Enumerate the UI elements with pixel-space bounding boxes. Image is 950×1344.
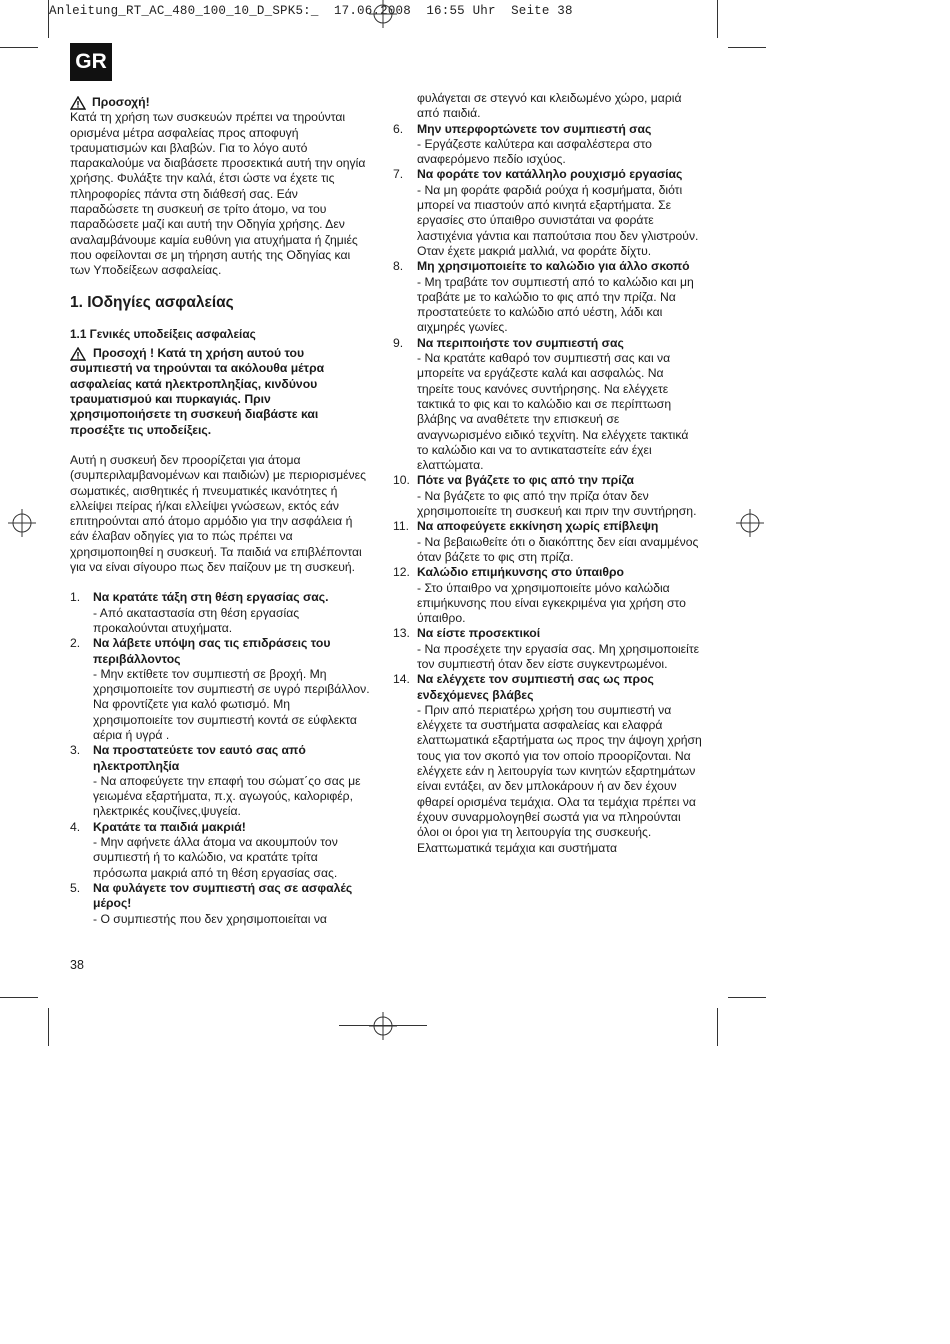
list-item	[393, 626, 703, 672]
intro-warning	[70, 95, 370, 110]
item-title: Να ελέγχετε τον συμπιεστή σας ως προς ενδεχόμενες βλάβες	[417, 672, 654, 702]
safety-warning	[70, 346, 370, 438]
item-text: - Να μη φοράτε φαρδιά ρούχα ή κοσμήματα, διότι μπορεί να πιαστούν από κινητά εξαρτήματα. Σε εργασίες στο ύπαιθρο συνιστάται να φοράτε λαστιχένια γάντια και παπούτσια που δεν γλιστρούν. Οταν έχετε μακριά μαλλιά, να φοράτε δίχτυ.	[417, 182, 699, 258]
item-title: Να περιποιήστε τον συμπιεστή σας	[417, 335, 624, 350]
item-text: - Να βγάζετε το φις από την πρίζα όταν δεν χρησιμοποιείτε τη συσκευή και πριν την συντήρηση.	[417, 488, 697, 519]
list-item	[70, 820, 370, 881]
crop-mark	[48, 1008, 49, 1046]
list-item	[393, 519, 703, 565]
item-title: Να είστε προσεκτικοί	[417, 626, 541, 641]
item-number: 9.	[393, 335, 404, 350]
item-title: Κρατάτε τα παιδιά μακριά!	[93, 819, 246, 834]
item-text: - Πριν από περιατέρω χρήση του συμπιεστή να ελέγχετε τα συστήματα ασφαλείας και ελαφρά ελαττωματικά εξαρτήματα ως προς την άψογη χρήση τους για τον σκοπό για τον οποίο προορίζονται. Να ελέγχετε εάν η λειτουργία των κινητών εξαρτημάτων είναι εντάξει, αν δεν μπλοκάρουν ή αν δεν έχουν φθαρεί ορισμένα τεμάχια. Ολα τα τεμάχια πρέπει να έχουν συναρμολογηθεί σωστά για να πληρούνται όλοι οι όροι για τη λειτουργία της συσκευής. Ελαττωματικά τεμάχια και συστήματα	[417, 702, 702, 855]
safety-warning-text: Προσοχή ! Κατά τη χρήση αυτού του συμπιεστή να τηρούνται τα ακόλουθα μέτρα ασφαλείας κατά ηλεκτροπληξίας, κινδύνου τραυματισμού και πυρκαγιάς. Πριν χρησιμοποιήσετε τη συσκευή διαβάστε και προσέξτε τις υποδείξεις.	[70, 346, 325, 437]
intro-warning-title: Προσοχή!	[92, 95, 150, 109]
list-item	[393, 565, 703, 626]
list-item	[70, 743, 370, 819]
item-number: 1.	[70, 590, 81, 605]
intro-text: Κατά τη χρήση των συσκευών πρέπει να τηρούνται ορισμένα μέτρα ασφαλείας προς αποφυγή τραυματισμών και βλαβών. Για το λόγο αυτό παρακαλούμε να διαβάσετε προσεκτικά αυτή την οηγία χρήσης. Φυλάξτε την καλά, έτσι ώστε να έχετε τις πληροφορίες πάντα στη διάθεσή σας. Εάν παραδώσετε τη συσκευή σε τρίτο άτομο, να του παραδώσετε μαζί και αυτή την Οδηγία χρήσης. Δεν αναλαμβάνουμε καμία ευθύνη για ατυχήματα ή ζημιές που οφείλονται σε μη τήρηση αυτής της Οδηγίας και των Υποδείξεων ασφαλείας.	[70, 110, 366, 278]
continuation-text: φυλάγεται σε στεγνό και κλειδωμένο χώρο, μαριά από παιδιά.	[417, 91, 682, 121]
list-item	[70, 881, 370, 927]
section-subheading: 1.1 Γενικές υποδείξεις ασφαλείας	[70, 326, 256, 341]
left-column	[70, 95, 370, 927]
item-text: - Να προσέχετε την εργασία σας. Μη χρησιμοποιείτε τον συμπιεστή όταν δεν είστε συγκεντρωμένοι.	[417, 641, 700, 671]
item-text: - Να βεβαιωθείτε ότι ο διακόπτης δεν είαι αναμμένος όταν βάζετε το φις στη πρίζα.	[417, 534, 699, 564]
list-item	[70, 636, 370, 743]
right-column	[393, 91, 703, 856]
item-number: 11.	[393, 519, 410, 534]
item-number: 12.	[393, 565, 410, 580]
item-text: - Στο ύπαιθρο να χρησιμοποιείτε μόνο καλώδια επιμήκυνσης που είναι εγκεκριμένα για χρήση στο ύπαιθρο.	[417, 580, 686, 626]
item-title: Καλώδιο επιμήκυνσης στο ύπαιθρο	[417, 565, 624, 580]
item-number: 5.	[70, 880, 81, 895]
registration-mark-icon	[736, 509, 764, 537]
registration-mark-icon	[369, 0, 397, 28]
crop-mark	[0, 997, 38, 998]
print-header: Anleitung_RT_AC_480_100_10_D_SPK5:_ 17.06.2008 16:55 Uhr Seite 38	[49, 4, 573, 18]
page-number: 38	[70, 958, 84, 972]
item-text: - Μην αφήνετε άλλα άτομα να ακουμπούν τον συμπιεστή ή το καλώδιο, να κρατάτε τρίτα πρόσωπα μακριά από τη θέση εργασίας σας.	[93, 835, 338, 880]
item-title: Να φοράτε τον κατάλληλο ρουχισμό εργασίας	[417, 167, 683, 182]
list-item	[393, 167, 703, 259]
item-title: Να αποφεύγετε εκκίνηση χωρίς επίβλεψη	[417, 519, 659, 534]
item-title: Να λάβετε υπόψη σας τις επιδράσεις του περιβάλλοντος	[93, 636, 331, 666]
item-number: 3.	[70, 743, 81, 758]
item-number: 6.	[393, 121, 404, 136]
item-number: 10.	[393, 473, 410, 488]
list-item	[393, 672, 703, 856]
list-item	[393, 473, 703, 519]
registration-mark-icon	[369, 1012, 397, 1040]
item-text: - Να αποφεύγετε την επαφή του σώματ΄ςο σας με γειωμένα εξαρτήματα, π.χ. αγωγούς, καλοριφέρ, ηλεκτρικές κουζίνες,ψυγεία.	[93, 773, 361, 819]
crop-mark	[717, 0, 718, 38]
item-text: - Μη τραβάτε τον συμπιεστή από το καλώδιο και μη τραβάτε με το καλώδιο το φις από την πρίζα. Να προστατεύετε το καλώδιο από υέστη, λάδι και αιχμηρές γωνίες.	[417, 274, 694, 335]
list-item	[393, 259, 703, 335]
crop-mark	[728, 47, 766, 48]
item-title: Μην υπερφορτώνετε τον συμπιεστή σας	[417, 121, 652, 136]
item-number: 2.	[70, 636, 81, 651]
registration-mark-icon	[8, 509, 36, 537]
item-title: Μη χρησιμοποιείτε το καλώδιο για άλλο σκοπό	[417, 259, 690, 274]
item-text: - Μην εκτίθετε τον συμπιεστή σε βροχή. Μη χρησιμοποιείτε τον συμπιεστή σε υγρό περιβάλλον. Να φροντίζετε για καλό φωτισμό. Μη χρησιμοποιείτε τον συμπιεστή κοντά σε εύφλεκτα αέρια ή υγρά .	[93, 666, 370, 742]
item-number: 4.	[70, 819, 81, 834]
item-number: 14.	[393, 672, 410, 687]
item-number: 13.	[393, 626, 410, 641]
item-number: 7.	[393, 167, 404, 182]
item-title: Να κρατάτε τάξη στη θέση εργασίας σας.	[93, 590, 329, 605]
warning-triangle-icon	[70, 347, 86, 361]
item-text: - Από ακαταστασία στη θέση εργασίας προκαλούνται ατυχήματα.	[93, 605, 300, 635]
crop-mark	[728, 997, 766, 998]
item-text: - Να κρατάτε καθαρό τον συμπιεστή σας και να μπορείτε να εργάζεστε καλά και ασφαλώς. Να τηρείτε τους κανόνες συντήρησης. Να ελέγχετε τακτικά το φις και το καλώδιο και σε περίπτωση βλάβης να αναθέτετε την επισκευή σε αναγνωρισμένο ειδικό τεχνίτη. Να ελέγχετε τακτικά το καλώδιο και να το αντικαταστείτε εάν έχει ελαττώματα.	[417, 351, 689, 473]
warning-triangle-icon	[70, 96, 86, 110]
item-number: 8.	[393, 259, 404, 274]
crop-mark	[0, 47, 38, 48]
item-text: - Ο συμπιεστής που δεν χρησιμοποιείται να	[93, 911, 327, 926]
list-item	[393, 336, 703, 474]
crop-mark	[339, 1025, 427, 1026]
crop-mark	[48, 0, 49, 38]
section-heading: 1. ΙΟδηγίες ασφαλείας	[70, 293, 234, 311]
crop-mark	[717, 1008, 718, 1046]
item-title: Να προστατεύετε τον εαυτό σας από ηλεκτροπληξία	[93, 743, 306, 773]
list-item	[70, 590, 370, 636]
list-item	[393, 122, 703, 168]
language-badge: GR	[70, 43, 112, 81]
section-paragraph: Αυτή η συσκευή δεν προορίζεται για άτομα (συμπεριλαμβανομένων και παιδιών) με περιορισμένες σωματικές, αισθητικές ή πνευματικές ικανότητες ή ελλείψει πείρας ή/και ελλείψει γνώσεων, εκτός εάν επιτηρούνται από άτομο αρμόδιο για την ασφάλεια ή εάν έλαβαν οδηγίες για το πώς πρέπει να χρησιμοποιηθεί η συσκευή. Τα παιδιά να επιβλέπονται για να είναι σίγουρο πως δεν παίζουν με τη συσκευή.	[70, 452, 366, 575]
item-title: Να φυλάγετε τον συμπιεστή σας σε ασφαλές μέρος!	[93, 880, 353, 911]
item-text: - Εργάζεστε καλύτερα και ασφαλέστερα στο αναφερόμενο πεδίο ισχύος.	[417, 136, 652, 167]
item-title: Πότε να βγάζετε το φις από την πρίζα	[417, 473, 635, 488]
